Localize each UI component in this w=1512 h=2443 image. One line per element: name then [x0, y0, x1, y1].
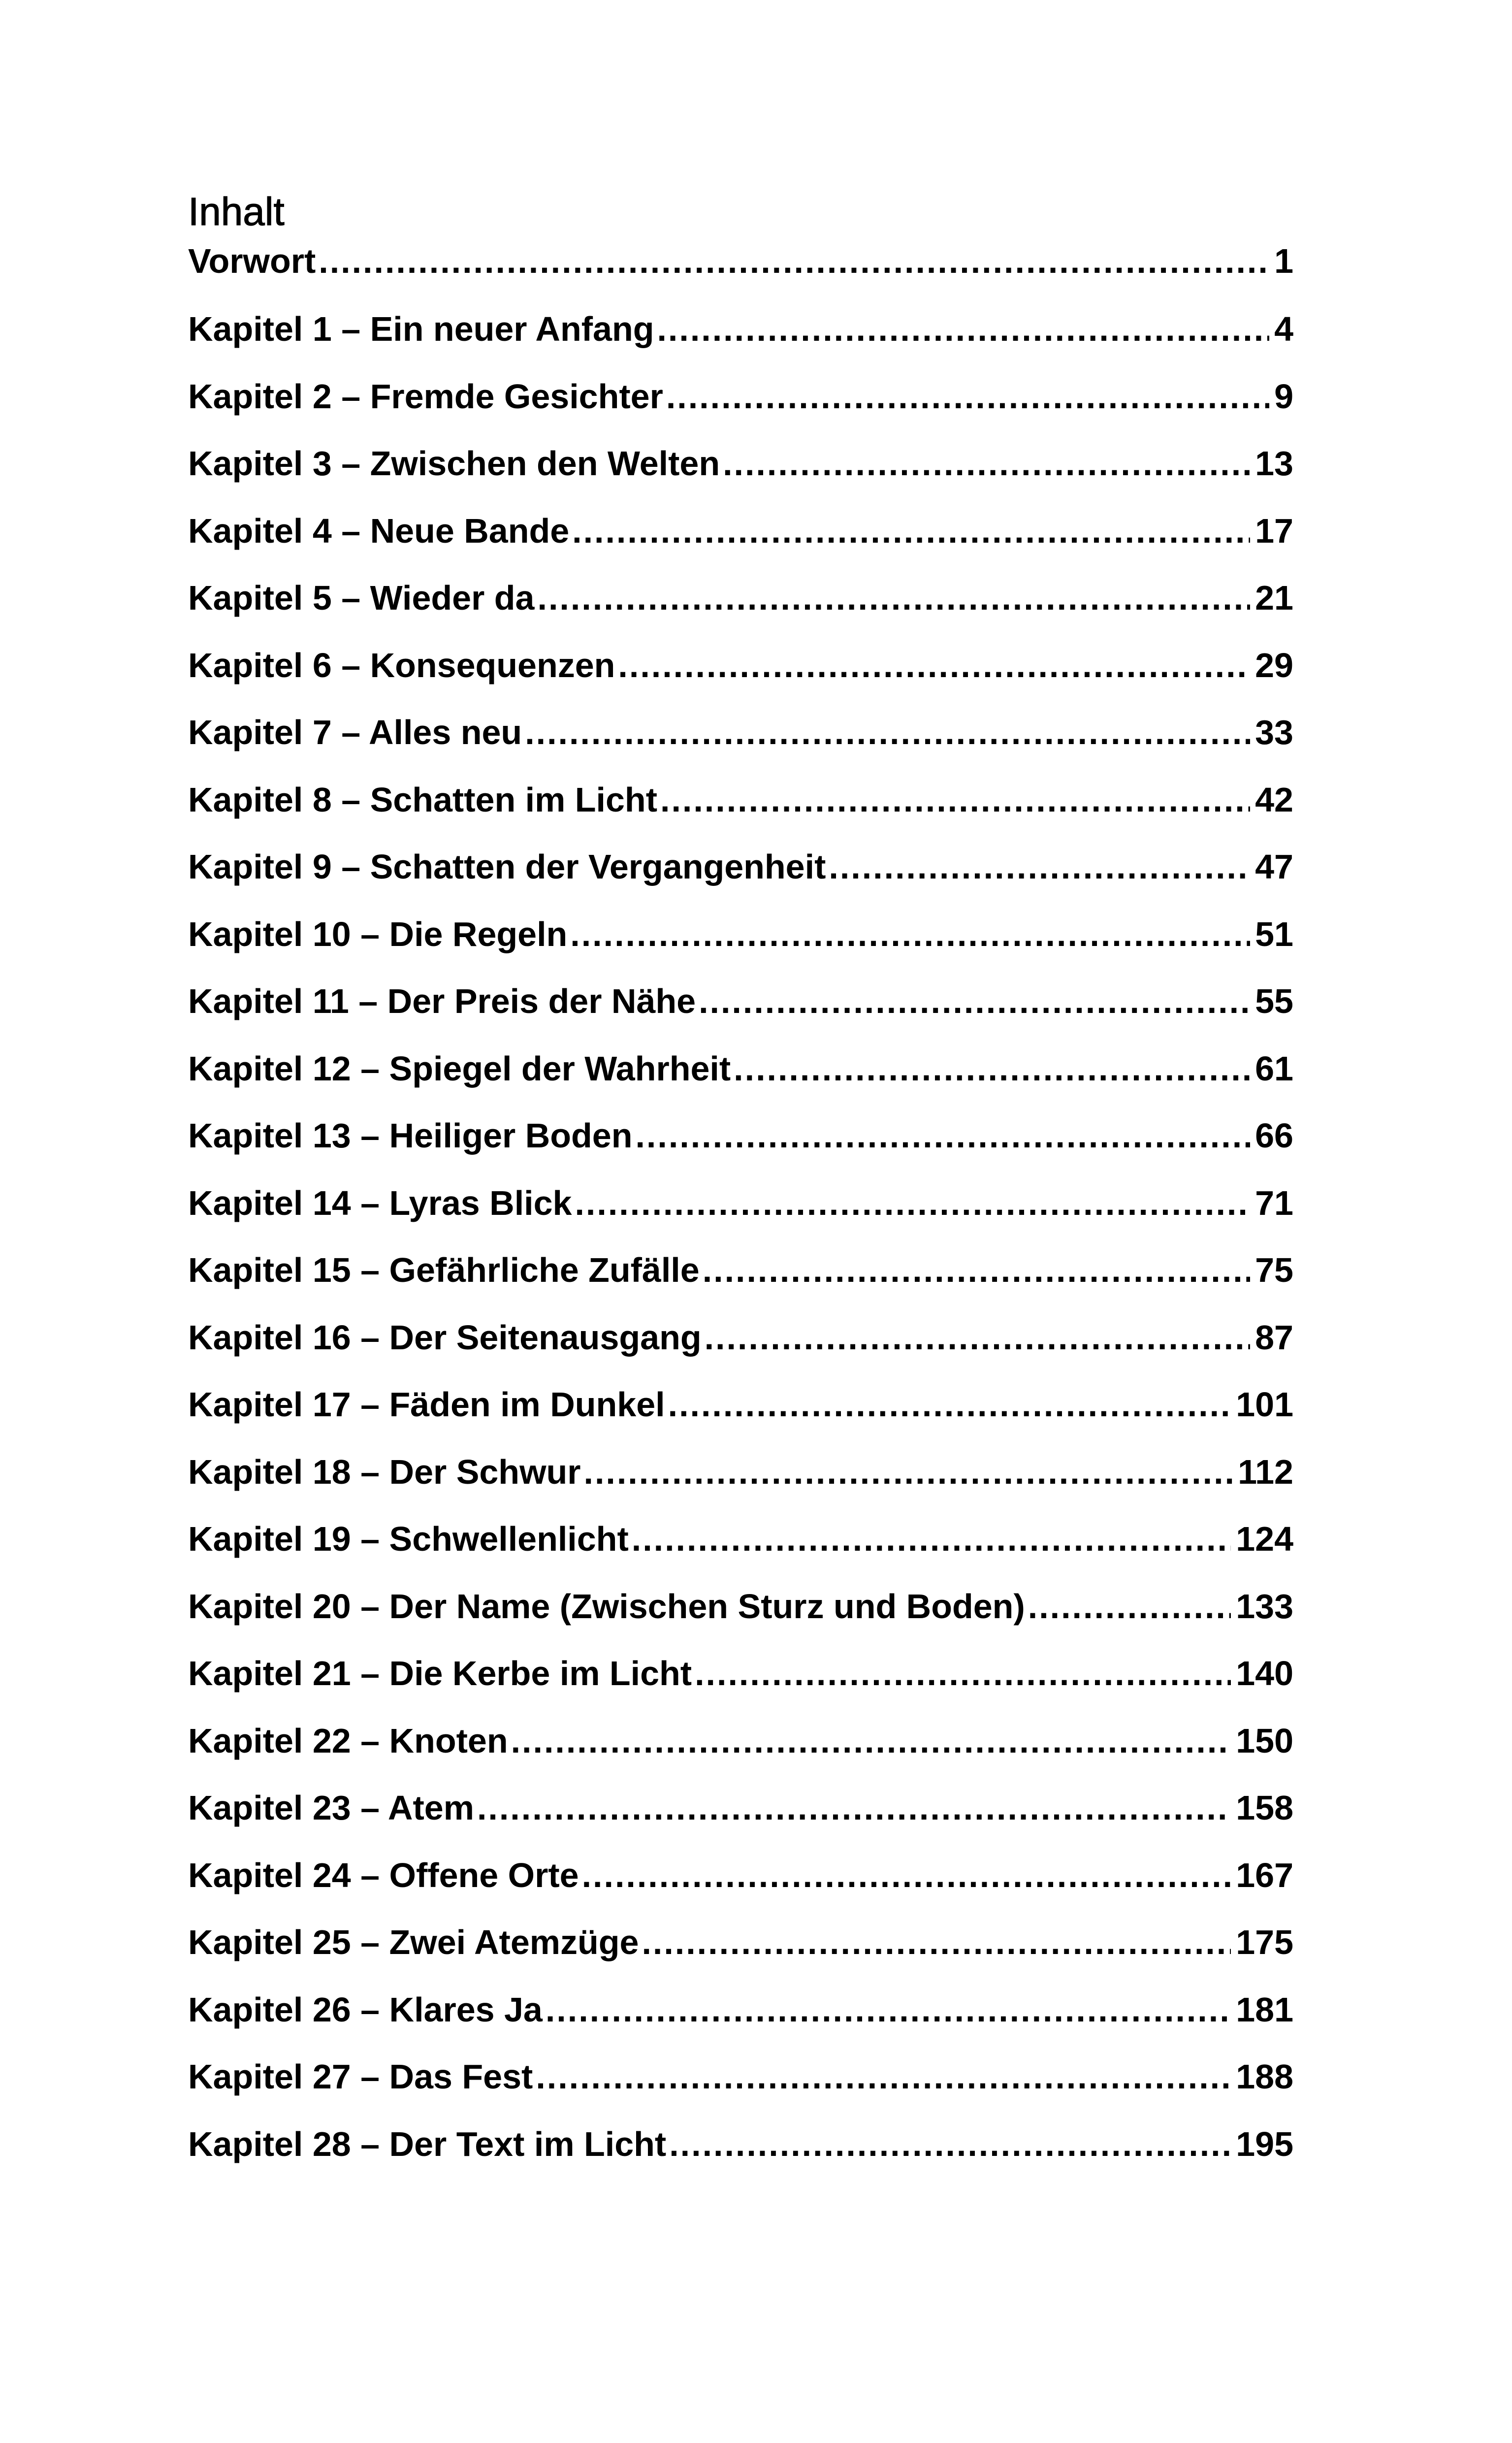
toc-dot-leader	[538, 573, 1251, 622]
toc-entry-title: Kapitel 14 – Lyras Blick	[188, 1183, 572, 1222]
toc-entry[interactable]	[188, 977, 1293, 1044]
toc-dot-leader	[705, 1313, 1251, 1362]
toc-entry[interactable]	[188, 1514, 1293, 1582]
toc-entry-page-number: 42	[1255, 780, 1293, 819]
toc-entry-page-number: 1	[1274, 242, 1293, 280]
toc-entry[interactable]	[188, 1447, 1293, 1515]
toc-dot-leader	[618, 641, 1250, 690]
toc-entry-page-number: 140	[1236, 1654, 1293, 1693]
toc-dot-leader	[660, 775, 1250, 824]
toc-entry-page-number: 181	[1236, 1990, 1293, 2029]
toc-entry[interactable]	[188, 842, 1293, 910]
toc-entry[interactable]	[188, 2052, 1293, 2119]
toc-entry-page-number: 33	[1255, 713, 1293, 751]
toc-entry[interactable]	[188, 708, 1293, 775]
toc-dot-leader	[703, 1245, 1250, 1295]
toc-entry-page-number: 13	[1255, 444, 1293, 483]
toc-entry[interactable]	[188, 1783, 1293, 1851]
toc-entry-title: Kapitel 20 – Der Name (Zwischen Sturz und Boden)	[188, 1587, 1025, 1626]
toc-entry[interactable]	[188, 1380, 1293, 1447]
toc-dot-leader	[666, 372, 1269, 421]
toc-entry-title: Kapitel 4 – Neue Bande	[188, 511, 570, 550]
toc-entry[interactable]	[188, 1313, 1293, 1380]
toc-dot-leader	[582, 1851, 1231, 1900]
toc-list	[188, 236, 1293, 2186]
toc-dot-leader	[635, 1111, 1250, 1160]
toc-entry-title: Kapitel 12 – Spiegel der Wahrheit	[188, 1049, 731, 1088]
toc-entry-page-number: 17	[1255, 511, 1293, 550]
toc-entry-title: Kapitel 1 – Ein neuer Anfang	[188, 310, 654, 348]
toc-entry-title: Kapitel 2 – Fremde Gesichter	[188, 377, 663, 416]
toc-entry-page-number: 47	[1255, 847, 1293, 886]
toc-entry-page-number: 124	[1236, 1520, 1293, 1558]
toc-entry-title: Kapitel 10 – Die Regeln	[188, 914, 568, 953]
toc-dot-leader	[570, 910, 1250, 959]
toc-entry-title: Vorwort	[188, 242, 316, 280]
toc-entry-title: Kapitel 28 – Der Text im Licht	[188, 2124, 667, 2163]
toc-dot-leader	[723, 439, 1250, 488]
toc-dot-leader	[575, 1178, 1250, 1228]
toc-entry-page-number: 188	[1236, 2057, 1293, 2096]
toc-entry-page-number: 133	[1236, 1587, 1293, 1626]
toc-entry-title: Kapitel 22 – Knoten	[188, 1721, 508, 1760]
toc-dot-leader	[1028, 1582, 1231, 1631]
toc-dot-leader	[669, 2119, 1231, 2169]
toc-entry-page-number: 66	[1255, 1116, 1293, 1155]
toc-entry-title: Kapitel 19 – Schwellenlicht	[188, 1520, 629, 1558]
toc-entry[interactable]	[188, 1716, 1293, 1784]
toc-dot-leader	[642, 1918, 1231, 1967]
toc-dot-leader	[536, 2052, 1231, 2101]
toc-dot-leader	[657, 304, 1269, 354]
table-of-contents	[188, 187, 1293, 2186]
toc-entry[interactable]	[188, 1178, 1293, 1246]
toc-entry-title: Kapitel 27 – Das Fest	[188, 2057, 533, 2096]
toc-entry-page-number: 167	[1236, 1856, 1293, 1894]
toc-entry-title: Kapitel 24 – Offene Orte	[188, 1856, 579, 1894]
toc-entry[interactable]	[188, 236, 1293, 304]
toc-dot-leader	[546, 1985, 1231, 2034]
toc-dot-leader	[477, 1783, 1231, 1832]
toc-entry-title: Kapitel 18 – Der Schwur	[188, 1452, 581, 1491]
toc-dot-leader	[668, 1380, 1231, 1429]
toc-entry[interactable]	[188, 1985, 1293, 2052]
toc-entry[interactable]	[188, 1111, 1293, 1178]
toc-dot-leader	[695, 1649, 1231, 1698]
toc-entry[interactable]	[188, 910, 1293, 977]
toc-entry[interactable]	[188, 2119, 1293, 2187]
toc-entry[interactable]	[188, 1044, 1293, 1111]
toc-entry-title: Kapitel 11 – Der Preis der Nähe	[188, 982, 696, 1020]
toc-entry-title: Kapitel 15 – Gefährliche Zufälle	[188, 1251, 700, 1289]
toc-entry-page-number: 71	[1255, 1183, 1293, 1222]
toc-entry[interactable]	[188, 439, 1293, 506]
toc-entry[interactable]	[188, 641, 1293, 708]
toc-dot-leader	[525, 708, 1250, 757]
toc-entry-title: Kapitel 21 – Die Kerbe im Licht	[188, 1654, 692, 1693]
toc-entry[interactable]	[188, 1918, 1293, 1985]
toc-entry-page-number: 175	[1236, 1923, 1293, 1961]
toc-entry-title: Kapitel 17 – Fäden im Dunkel	[188, 1385, 665, 1424]
toc-entry-page-number: 87	[1255, 1318, 1293, 1357]
toc-entry-title: Kapitel 9 – Schatten der Vergangenheit	[188, 847, 826, 886]
toc-entry[interactable]	[188, 1245, 1293, 1313]
toc-dot-leader	[572, 506, 1250, 555]
toc-dot-leader	[584, 1447, 1233, 1497]
toc-entry[interactable]	[188, 506, 1293, 574]
toc-entry-page-number: 29	[1255, 646, 1293, 684]
toc-entry[interactable]	[188, 372, 1293, 439]
toc-entry-page-number: 9	[1274, 377, 1293, 416]
toc-entry[interactable]	[188, 573, 1293, 641]
toc-entry-title: Kapitel 25 – Zwei Atemzüge	[188, 1923, 639, 1961]
toc-entry-page-number: 158	[1236, 1789, 1293, 1827]
toc-entry-page-number: 21	[1255, 579, 1293, 617]
toc-entry-page-number: 4	[1274, 310, 1293, 348]
toc-dot-leader	[511, 1716, 1231, 1765]
toc-dot-leader	[319, 236, 1269, 286]
toc-dot-leader	[632, 1514, 1231, 1564]
toc-dot-leader	[699, 977, 1250, 1026]
toc-entry-title: Kapitel 23 – Atem	[188, 1789, 474, 1827]
toc-entry-title: Kapitel 26 – Klares Ja	[188, 1990, 543, 2029]
toc-entry[interactable]	[188, 304, 1293, 372]
toc-entry-page-number: 55	[1255, 982, 1293, 1020]
toc-entry-title: Kapitel 6 – Konsequenzen	[188, 646, 615, 684]
toc-dot-leader	[734, 1044, 1250, 1093]
toc-entry-title: Kapitel 13 – Heiliger Boden	[188, 1116, 633, 1155]
toc-entry[interactable]	[188, 1649, 1293, 1716]
toc-entry-page-number: 75	[1255, 1251, 1293, 1289]
toc-entry-title: Kapitel 16 – Der Seitenausgang	[188, 1318, 702, 1357]
toc-entry-title: Kapitel 3 – Zwischen den Welten	[188, 444, 720, 483]
toc-entry[interactable]	[188, 1582, 1293, 1649]
toc-entry[interactable]	[188, 775, 1293, 843]
toc-entry-page-number: 150	[1236, 1721, 1293, 1760]
toc-entry-page-number: 101	[1236, 1385, 1293, 1424]
toc-entry-page-number: 51	[1255, 914, 1293, 953]
toc-entry[interactable]	[188, 1851, 1293, 1918]
toc-dot-leader	[829, 842, 1250, 891]
toc-entry-title: Kapitel 7 – Alles neu	[188, 713, 522, 751]
toc-entry-page-number: 195	[1236, 2124, 1293, 2163]
toc-heading: Inhalt	[188, 190, 285, 233]
toc-entry-title: Kapitel 8 – Schatten im Licht	[188, 780, 657, 819]
toc-entry-page-number: 112	[1238, 1452, 1293, 1491]
toc-entry-page-number: 61	[1255, 1049, 1293, 1088]
toc-entry-title: Kapitel 5 – Wieder da	[188, 579, 535, 617]
